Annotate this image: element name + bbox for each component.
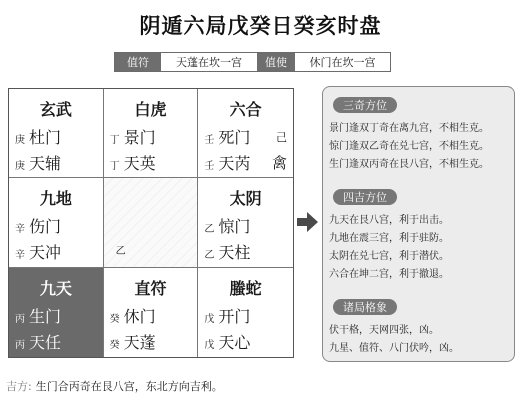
section-title-sishen: 四吉方位 bbox=[333, 189, 397, 205]
palace-door: 死门 bbox=[218, 128, 251, 147]
zhifu-label: 值符 bbox=[115, 53, 161, 71]
palace-extra-star: 禽 bbox=[271, 154, 287, 172]
palace-stem: 癸 bbox=[109, 313, 120, 325]
palace-stem: 庚 bbox=[15, 135, 25, 146]
palace-se bbox=[198, 268, 293, 357]
palace-door: 休门 bbox=[123, 306, 156, 326]
palace-star: 天蓬 bbox=[123, 332, 156, 352]
qimen-chart-grid bbox=[8, 88, 294, 358]
footer-note bbox=[6, 378, 223, 394]
palace-stem: 乙 bbox=[204, 224, 215, 236]
footer-label: 吉方: bbox=[6, 380, 32, 393]
palace-door: 惊门 bbox=[218, 217, 251, 237]
section-lines-geju bbox=[329, 322, 509, 358]
palace-stem: 丁 bbox=[109, 161, 120, 172]
arrow-right-icon bbox=[295, 210, 319, 234]
page-title: 阴遁六局戊癸日癸亥时盘 bbox=[139, 14, 382, 38]
section-line: 太阴在兑七宫，利于潜伏。 bbox=[329, 251, 449, 262]
palace-god: 九天 bbox=[39, 278, 72, 298]
palace-stem: 丙 bbox=[15, 313, 25, 325]
palace-god: 直符 bbox=[134, 278, 167, 298]
palace-stem: 辛 bbox=[15, 250, 25, 262]
section-lines-sanqi bbox=[329, 120, 509, 174]
palace-god: 九地 bbox=[39, 189, 72, 209]
palace-star: 天辅 bbox=[29, 154, 62, 173]
palace-star: 天心 bbox=[218, 332, 251, 352]
palace-s bbox=[104, 268, 199, 357]
section-line: 六合在坤二宫，利于撤退。 bbox=[329, 269, 449, 280]
palace-stem: 庚 bbox=[15, 161, 25, 172]
palace-ne bbox=[198, 89, 293, 178]
palace-e bbox=[198, 178, 293, 267]
section-line: 惊门逢双乙奇在兑七宫，不相生克。 bbox=[329, 141, 489, 152]
palace-stem: 戊 bbox=[204, 313, 215, 325]
palace-god: 螣蛇 bbox=[229, 278, 262, 298]
palace-center bbox=[104, 178, 199, 267]
palace-stem: 乙 bbox=[204, 250, 215, 262]
section-title-geju: 诸局格象 bbox=[333, 299, 397, 315]
section-line: 伏干格，天网四张，凶。 bbox=[329, 325, 439, 336]
section-line: 生门逢双丙奇在艮八宫，不相生克。 bbox=[329, 159, 489, 170]
analysis-panel bbox=[322, 86, 515, 362]
section-line: 九地在震三宫，利于驻防。 bbox=[329, 233, 449, 244]
section-line: 九星、值符、八门伏吟，凶。 bbox=[329, 343, 459, 354]
palace-w bbox=[9, 178, 104, 267]
palace-n bbox=[104, 89, 199, 178]
palace-god: 六合 bbox=[229, 100, 262, 119]
palace-extra-stem: 己 bbox=[275, 131, 287, 144]
palace-star: 天英 bbox=[123, 154, 156, 173]
palace-stem: 壬 bbox=[204, 135, 215, 146]
palace-star: 天任 bbox=[29, 332, 62, 352]
footer-text: 生门合丙奇在艮八宫，东北方向吉利。 bbox=[35, 380, 223, 393]
palace-star: 天柱 bbox=[218, 243, 251, 263]
palace-stem: 癸 bbox=[109, 339, 120, 351]
palace-sw bbox=[9, 268, 104, 357]
zhishi-label: 值使 bbox=[257, 53, 295, 71]
palace-nw bbox=[9, 89, 104, 178]
palace-stem: 乙 bbox=[115, 245, 126, 257]
palace-stem: 丙 bbox=[15, 339, 25, 351]
section-line: 九天在艮八宫，利于出击。 bbox=[329, 215, 449, 226]
zhishi-value: 休门在坎一宫 bbox=[295, 53, 390, 71]
palace-stem: 丁 bbox=[109, 135, 120, 146]
palace-door: 开门 bbox=[218, 306, 251, 326]
section-title-sanqi: 三奇方位 bbox=[333, 97, 397, 113]
zhifu-zhishi-bar bbox=[114, 52, 391, 72]
zhifu-value: 天蓬在坎一宫 bbox=[161, 53, 257, 71]
palace-door: 杜门 bbox=[29, 128, 62, 147]
palace-stem: 戊 bbox=[204, 339, 215, 351]
section-lines-sishen bbox=[329, 212, 509, 284]
palace-stem: 辛 bbox=[15, 224, 25, 236]
palace-star: 天冲 bbox=[29, 243, 62, 263]
palace-god: 白虎 bbox=[134, 100, 167, 119]
palace-door: 伤门 bbox=[29, 217, 62, 237]
palace-god: 玄武 bbox=[39, 100, 72, 119]
palace-door: 生门 bbox=[29, 306, 62, 326]
palace-door: 景门 bbox=[123, 128, 156, 147]
section-line: 景门逢双丁奇在离九宫，不相生克。 bbox=[329, 123, 489, 134]
palace-god: 太阴 bbox=[229, 189, 262, 209]
palace-star: 天芮 bbox=[218, 154, 251, 173]
palace-stem: 壬 bbox=[204, 161, 215, 172]
